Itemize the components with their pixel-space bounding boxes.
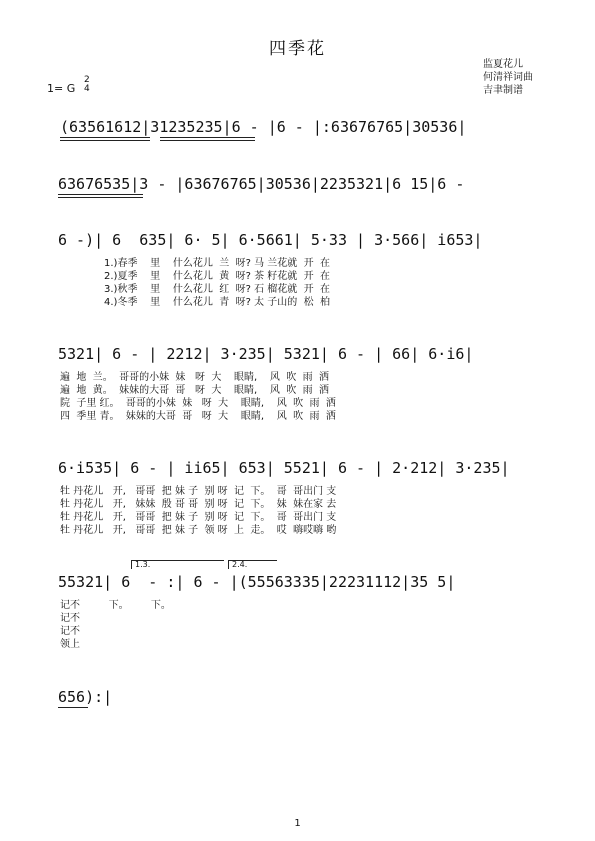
lyric-line: 1.)春季 里 什么花儿 兰 呀? 马 兰花就 开 在 — [104, 258, 330, 269]
score-system-1 — [0, 118, 595, 158]
credit-transcriber: 吉聿制谱 — [483, 85, 523, 96]
lyric-line: 牡 丹花儿 开, 哥哥 把 妹 子 别 呀 记 下。 哥 哥出门 支 — [60, 512, 337, 523]
volta-label-second: 2.4. — [232, 560, 248, 569]
page-number: 1 — [294, 818, 301, 829]
lyric-line: 牡 丹花儿 开, 哥哥 把 妹 子 别 呀 记 下。 哥 哥出门 支 — [60, 486, 337, 497]
credits — [483, 58, 533, 97]
notation-line: 6 -)| 6 635| 6· 5| 6·5661| 5·33 | 3·566| i653| — [58, 231, 483, 249]
beam-line — [60, 140, 150, 141]
notation-line: 55321| 6 - :| 6 - |(55563335|22231112|35 5| — [58, 573, 456, 591]
lyric-line: 牡 丹花儿 开, 妹妹 殷 哥 哥 别 呀 记 下。 妹 妹在家 去 — [60, 499, 337, 510]
beam-line — [160, 137, 255, 138]
credit-lyricist: 监夏花儿 — [483, 59, 523, 70]
meter-top: 2 — [84, 75, 90, 85]
score-system-2 — [0, 175, 595, 215]
lyric-line: 牡 丹花儿 开, 哥哥 把 妹 子 领 呀 上 走。 哎 嗨哎嗨 哟 — [60, 525, 337, 536]
notation-line: 63676535|3 - |63676765|30536|2235321|6 15|6 - — [58, 175, 465, 193]
lyric-line: 遍 地 兰。 哥哥的小妹 妹 呀 大 眼睛, 风 吹 雨 洒 — [60, 372, 330, 383]
beam-line — [58, 197, 143, 198]
beam-line — [58, 707, 88, 708]
lyric-line: 记不 — [60, 626, 80, 637]
lyric-line: 记不 下。 下。 — [60, 600, 171, 611]
beam-line — [60, 137, 150, 138]
key-signature: 1= G — [47, 82, 76, 95]
beam-line — [58, 194, 143, 195]
credit-composer: 何清祥词曲 — [483, 72, 533, 83]
beam-line — [160, 140, 255, 141]
time-signature — [84, 76, 90, 94]
notation-line: 6·i535| 6 - | ii65| 653| 5521| 6 - | 2·212| 3·235| — [58, 459, 510, 477]
lyric-line: 记不 — [60, 613, 80, 624]
volta-label-first: 1.3. — [135, 560, 151, 569]
notation-line: 656):| — [58, 688, 113, 706]
song-title: 四季花 — [269, 39, 326, 59]
notation-line: 5321| 6 - | 2212| 3·235| 5321| 6 - | 66| 6·i6| — [58, 345, 474, 363]
lyric-line: 2.)夏季 里 什么花儿 黄 呀? 茶 籽花就 开 在 — [104, 271, 330, 282]
lyric-line: 院 子里 红。 哥哥的小妹 妹 呀 大 眼睛, 风 吹 雨 洒 — [60, 398, 336, 409]
lyric-line: 3.)秋季 里 什么花儿 红 呀? 石 榴花就 开 在 — [104, 284, 330, 295]
notation-line: (63561612|31235235|6 - |6 - |:63676765|30536| — [60, 118, 467, 136]
lyric-line: 4.)冬季 里 什么花儿 青 呀? 太 子山的 松 柏 — [104, 297, 330, 308]
score-system-7 — [0, 688, 595, 728]
lyric-line: 四 季里 青。 妹妹的大哥 哥 呀 大 眼睛, 风 吹 雨 洒 — [60, 411, 336, 422]
lyric-line: 领上 — [60, 639, 80, 650]
meter-bottom: 4 — [84, 84, 90, 94]
lyric-line: 遍 地 黄。 妹妹的大哥 哥 呀 大 眼睛, 风 吹 雨 洒 — [60, 385, 330, 396]
